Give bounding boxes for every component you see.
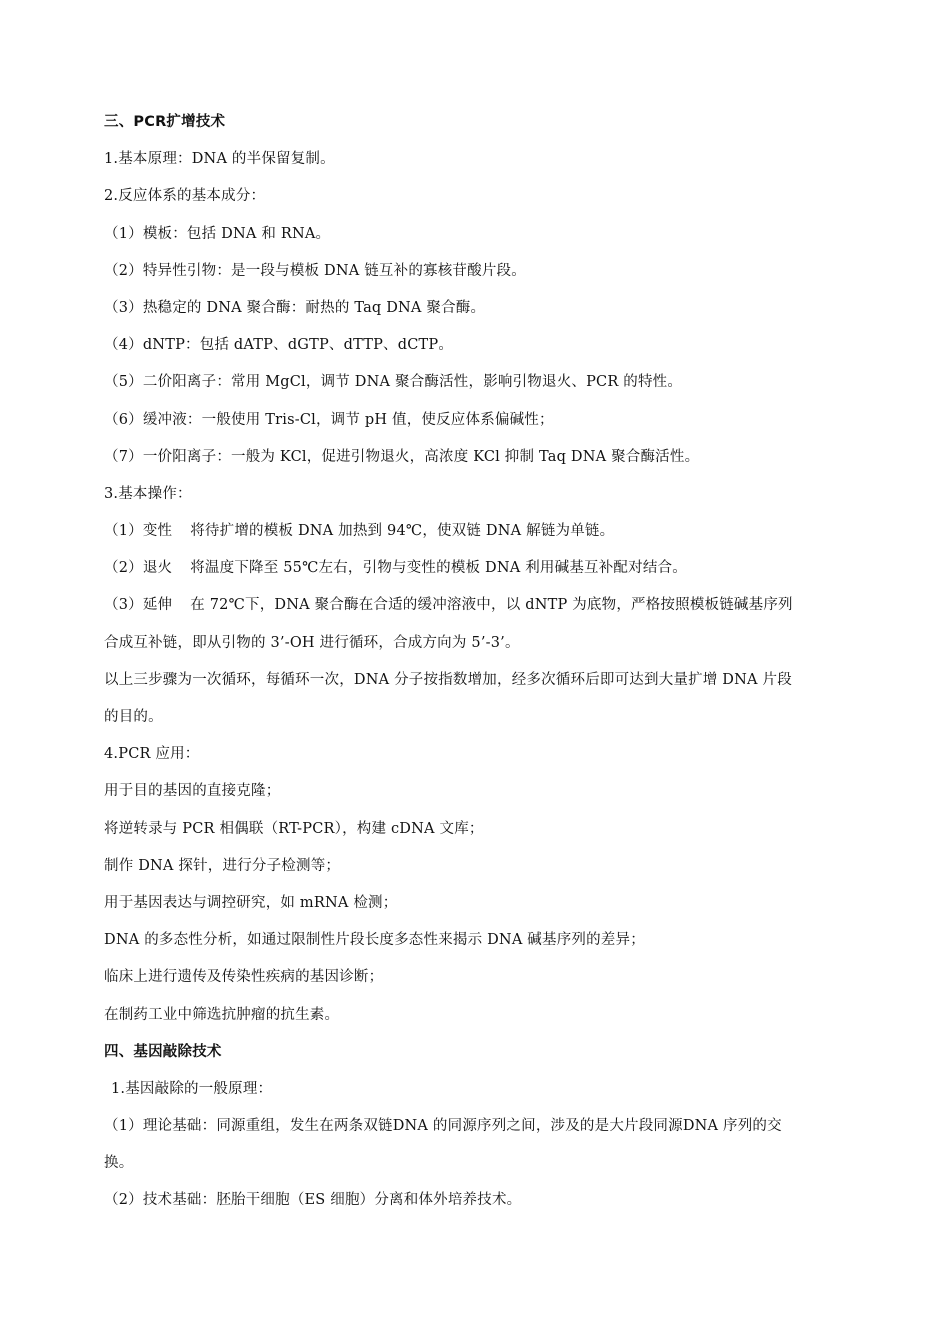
knockout-item-theory: （1）理论基础：同源重组，发生在两条双链DNA 的同源序列之间，涉及的是大片段同源DNA 序列的交 — [104, 1118, 782, 1135]
application-item: 用于基因表达与调控研究，如 mRNA 检测； — [104, 894, 398, 911]
knockout-principle-title: 1.基因敲除的一般原理： — [111, 1080, 273, 1097]
operation-step-denature — [104, 513, 850, 550]
operation-text: 将温度下降至 55℃左右，引物与变性的模板 DNA 利用碱基互补配对结合。 — [190, 560, 687, 577]
operation-label: （3）延伸 — [104, 597, 173, 614]
application-item: 制作 DNA 探针，进行分子检测等； — [104, 857, 341, 874]
applications-title: 4.PCR 应用： — [104, 746, 200, 763]
application-item: 将逆转录与 PCR 相偶联（RT-PCR），构建 cDNA 文库； — [104, 820, 484, 837]
component-item: （7）一价阳离子：一般为 KCl，促进引物退火，高浓度 KCl 抑制 Taq DNA 聚合酶活性。 — [104, 448, 700, 465]
operation-step-extend-continued: 合成互补链，即从引物的 3’-OH 进行循环，合成方向为 5’-3’。 — [104, 634, 520, 651]
component-item: （6）缓冲液：一般使用 Tris-Cl，调节 pH 值，使反应体系偏碱性； — [104, 411, 554, 428]
operation-label: （2）退火 — [104, 560, 173, 577]
operation-step-extend — [104, 587, 850, 624]
section-3-heading: 三、PCR扩增技术 — [104, 114, 226, 130]
knockout-item-theory-continued: 换。 — [104, 1155, 134, 1172]
document-body — [104, 104, 850, 1220]
operations-title: 3.基本操作： — [104, 485, 192, 502]
operation-text: 将待扩增的模板 DNA 加热到 94℃，使双链 DNA 解链为单链。 — [190, 523, 615, 540]
application-item: 用于目的基因的直接克隆； — [104, 783, 281, 800]
application-item: 在制药工业中筛选抗肿瘤的抗生素。 — [104, 1006, 340, 1023]
operation-text: 在 72℃下，DNA 聚合酶在合适的缓冲溶液中，以 dNTP 为底物，严格按照模板链碱基序列 — [190, 597, 793, 614]
component-item: （1）模板：包括 DNA 和 RNA。 — [104, 225, 331, 242]
operation-step-anneal — [104, 550, 850, 587]
component-item: （3）热稳定的 DNA 聚合酶：耐热的 Taq DNA 聚合酶。 — [104, 299, 486, 316]
component-item: （4）dNTP：包括 dATP、dGTP、dTTP、dCTP。 — [104, 337, 454, 354]
knockout-item-technique: （2）技术基础：胚胎干细胞（ES 细胞）分离和体外培养技术。 — [104, 1192, 522, 1209]
component-item: （2）特异性引物：是一段与模板 DNA 链互补的寡核苷酸片段。 — [104, 262, 526, 279]
cycle-summary: 以上三步骤为一次循环，每循环一次，DNA 分子按指数增加，经多次循环后即可达到大量扩增 DNA 片段 — [104, 671, 792, 688]
application-item: DNA 的多态性分析，如通过限制性片段长度多态性来揭示 DNA 碱基序列的差异； — [104, 932, 645, 949]
cycle-summary-continued: 的目的。 — [104, 709, 163, 725]
pcr-principle: 1.基本原理：DNA 的半保留复制。 — [104, 151, 335, 168]
section-4-heading: 四、基因敲除技术 — [104, 1043, 222, 1060]
operation-label: （1）变性 — [104, 523, 173, 540]
application-item: 临床上进行遗传及传染性疾病的基因诊断； — [104, 969, 384, 986]
component-item: （5）二价阳离子：常用 MgCl，调节 DNA 聚合酶活性，影响引物退火、PCR 的特性。 — [104, 374, 683, 391]
components-title: 2.反应体系的基本成分： — [104, 188, 266, 205]
